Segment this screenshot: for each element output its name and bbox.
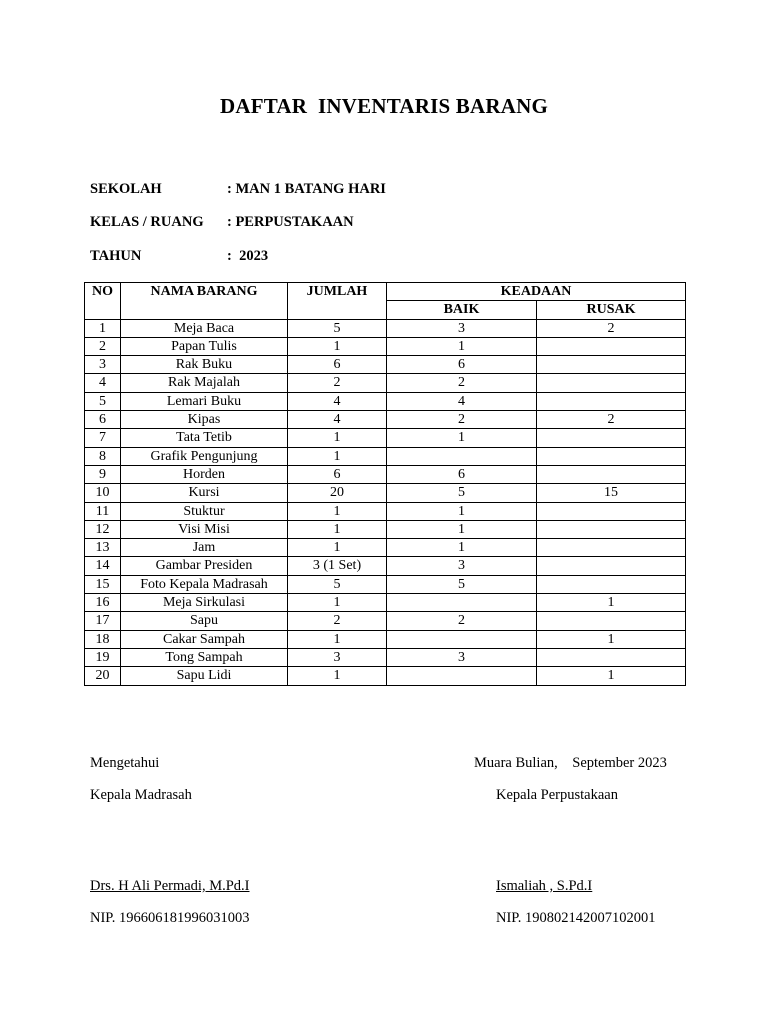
- row-number: 2: [85, 337, 121, 355]
- item-damaged: 15: [537, 484, 686, 502]
- item-good: 1: [387, 539, 537, 557]
- row-number: 14: [85, 557, 121, 575]
- item-damaged: [537, 392, 686, 410]
- librarian-role: Kepala Perpustakaan: [496, 787, 618, 803]
- row-number: 12: [85, 520, 121, 538]
- librarian-name: Ismaliah , S.Pd.I: [496, 878, 593, 894]
- table-row: [85, 337, 686, 355]
- item-name: Meja Baca: [121, 319, 288, 337]
- school-value: : MAN 1 BATANG HARI: [227, 181, 386, 197]
- item-quantity: 1: [288, 502, 387, 520]
- item-good: 5: [387, 484, 537, 502]
- row-number: 8: [85, 447, 121, 465]
- item-name: Kursi: [121, 484, 288, 502]
- principal-nip: NIP. 196606181996031003: [90, 910, 250, 926]
- item-quantity: 2: [288, 612, 387, 630]
- item-good: [387, 630, 537, 648]
- item-name: Grafik Pengunjung: [121, 447, 288, 465]
- table-row: [85, 411, 686, 429]
- item-name: Lemari Buku: [121, 392, 288, 410]
- row-number: 10: [85, 484, 121, 502]
- row-number: 7: [85, 429, 121, 447]
- item-good: 3: [387, 319, 537, 337]
- item-good: 3: [387, 557, 537, 575]
- row-number: 16: [85, 594, 121, 612]
- header-quantity: JUMLAH: [288, 283, 387, 320]
- table-row: [85, 429, 686, 447]
- item-damaged: 1: [537, 594, 686, 612]
- table-row: [85, 502, 686, 520]
- item-quantity: 4: [288, 392, 387, 410]
- inventory-table: [84, 282, 686, 686]
- table-row: [85, 392, 686, 410]
- item-damaged: [537, 447, 686, 465]
- table-row: [85, 557, 686, 575]
- header-no: NO: [85, 283, 121, 320]
- item-name: Gambar Presiden: [121, 557, 288, 575]
- room-value: : PERPUSTAKAAN: [227, 214, 354, 230]
- table-row: [85, 484, 686, 502]
- inventory-table-body: [85, 319, 686, 685]
- item-name: Tong Sampah: [121, 648, 288, 666]
- item-good: 6: [387, 465, 537, 483]
- row-number: 18: [85, 630, 121, 648]
- item-quantity: 20: [288, 484, 387, 502]
- item-name: Stuktur: [121, 502, 288, 520]
- item-name: Jam: [121, 539, 288, 557]
- table-row: [85, 539, 686, 557]
- document-title: DAFTAR INVENTARIS BARANG: [220, 94, 548, 118]
- table-row: [85, 356, 686, 374]
- header-condition: KEADAAN: [387, 283, 686, 301]
- item-name: Sapu Lidi: [121, 667, 288, 685]
- item-name: Sapu: [121, 612, 288, 630]
- item-name: Horden: [121, 465, 288, 483]
- row-number: 6: [85, 411, 121, 429]
- item-damaged: [537, 612, 686, 630]
- item-quantity: 1: [288, 594, 387, 612]
- item-quantity: 2: [288, 374, 387, 392]
- row-number: 19: [85, 648, 121, 666]
- item-name: Rak Majalah: [121, 374, 288, 392]
- item-damaged: [537, 465, 686, 483]
- item-damaged: [537, 575, 686, 593]
- item-damaged: 1: [537, 667, 686, 685]
- item-good: 2: [387, 612, 537, 630]
- item-quantity: 1: [288, 429, 387, 447]
- header-item-name: NAMA BARANG: [121, 283, 288, 320]
- item-damaged: [537, 557, 686, 575]
- principal-role: Kepala Madrasah: [90, 787, 192, 803]
- item-damaged: [537, 337, 686, 355]
- school-label: SEKOLAH: [90, 181, 162, 197]
- item-damaged: 2: [537, 319, 686, 337]
- item-damaged: [537, 539, 686, 557]
- item-damaged: [537, 520, 686, 538]
- item-quantity: 4: [288, 411, 387, 429]
- acknowledged-note: Mengetahui: [90, 755, 160, 771]
- item-name: Kipas: [121, 411, 288, 429]
- item-good: 1: [387, 520, 537, 538]
- table-row: [85, 520, 686, 538]
- item-name: Meja Sirkulasi: [121, 594, 288, 612]
- row-number: 1: [85, 319, 121, 337]
- table-row: [85, 667, 686, 685]
- item-good: 1: [387, 429, 537, 447]
- item-name: Cakar Sampah: [121, 630, 288, 648]
- room-label: KELAS / RUANG: [90, 214, 204, 230]
- item-good: 1: [387, 502, 537, 520]
- row-number: 11: [85, 502, 121, 520]
- table-row: [85, 374, 686, 392]
- item-name: Tata Tetib: [121, 429, 288, 447]
- table-row: [85, 612, 686, 630]
- item-quantity: 3: [288, 648, 387, 666]
- item-damaged: 1: [537, 630, 686, 648]
- item-quantity: 1: [288, 447, 387, 465]
- row-number: 13: [85, 539, 121, 557]
- item-good: 1: [387, 337, 537, 355]
- item-good: 4: [387, 392, 537, 410]
- row-number: 15: [85, 575, 121, 593]
- item-damaged: [537, 429, 686, 447]
- row-number: 20: [85, 667, 121, 685]
- item-good: 6: [387, 356, 537, 374]
- item-good: 2: [387, 411, 537, 429]
- table-row: [85, 465, 686, 483]
- item-name: Rak Buku: [121, 356, 288, 374]
- item-quantity: 6: [288, 356, 387, 374]
- year-label: TAHUN: [90, 248, 142, 264]
- item-damaged: 2: [537, 411, 686, 429]
- item-quantity: 3 (1 Set): [288, 557, 387, 575]
- principal-name: Drs. H Ali Permadi, M.Pd.I: [90, 878, 250, 894]
- item-good: [387, 447, 537, 465]
- header-damaged: RUSAK: [537, 301, 686, 319]
- year-value: : 2023: [227, 248, 269, 264]
- item-name: Visi Misi: [121, 520, 288, 538]
- header-good: BAIK: [387, 301, 537, 319]
- item-quantity: 1: [288, 539, 387, 557]
- table-row: [85, 575, 686, 593]
- item-quantity: 5: [288, 319, 387, 337]
- item-quantity: 5: [288, 575, 387, 593]
- item-damaged: [537, 502, 686, 520]
- table-row: [85, 447, 686, 465]
- item-damaged: [537, 356, 686, 374]
- row-number: 3: [85, 356, 121, 374]
- item-good: 2: [387, 374, 537, 392]
- item-good: 5: [387, 575, 537, 593]
- table-row: [85, 319, 686, 337]
- item-damaged: [537, 648, 686, 666]
- item-good: [387, 594, 537, 612]
- row-number: 17: [85, 612, 121, 630]
- item-quantity: 1: [288, 630, 387, 648]
- table-row: [85, 648, 686, 666]
- item-good: [387, 667, 537, 685]
- table-row: [85, 594, 686, 612]
- item-name: Papan Tulis: [121, 337, 288, 355]
- item-quantity: 1: [288, 520, 387, 538]
- item-quantity: 6: [288, 465, 387, 483]
- row-number: 4: [85, 374, 121, 392]
- item-quantity: 1: [288, 337, 387, 355]
- item-damaged: [537, 374, 686, 392]
- librarian-nip: NIP. 190802142007102001: [496, 910, 656, 926]
- row-number: 5: [85, 392, 121, 410]
- item-quantity: 1: [288, 667, 387, 685]
- place-date: Muara Bulian, September 2023: [474, 755, 667, 771]
- item-name: Foto Kepala Madrasah: [121, 575, 288, 593]
- item-good: 3: [387, 648, 537, 666]
- table-row: [85, 630, 686, 648]
- row-number: 9: [85, 465, 121, 483]
